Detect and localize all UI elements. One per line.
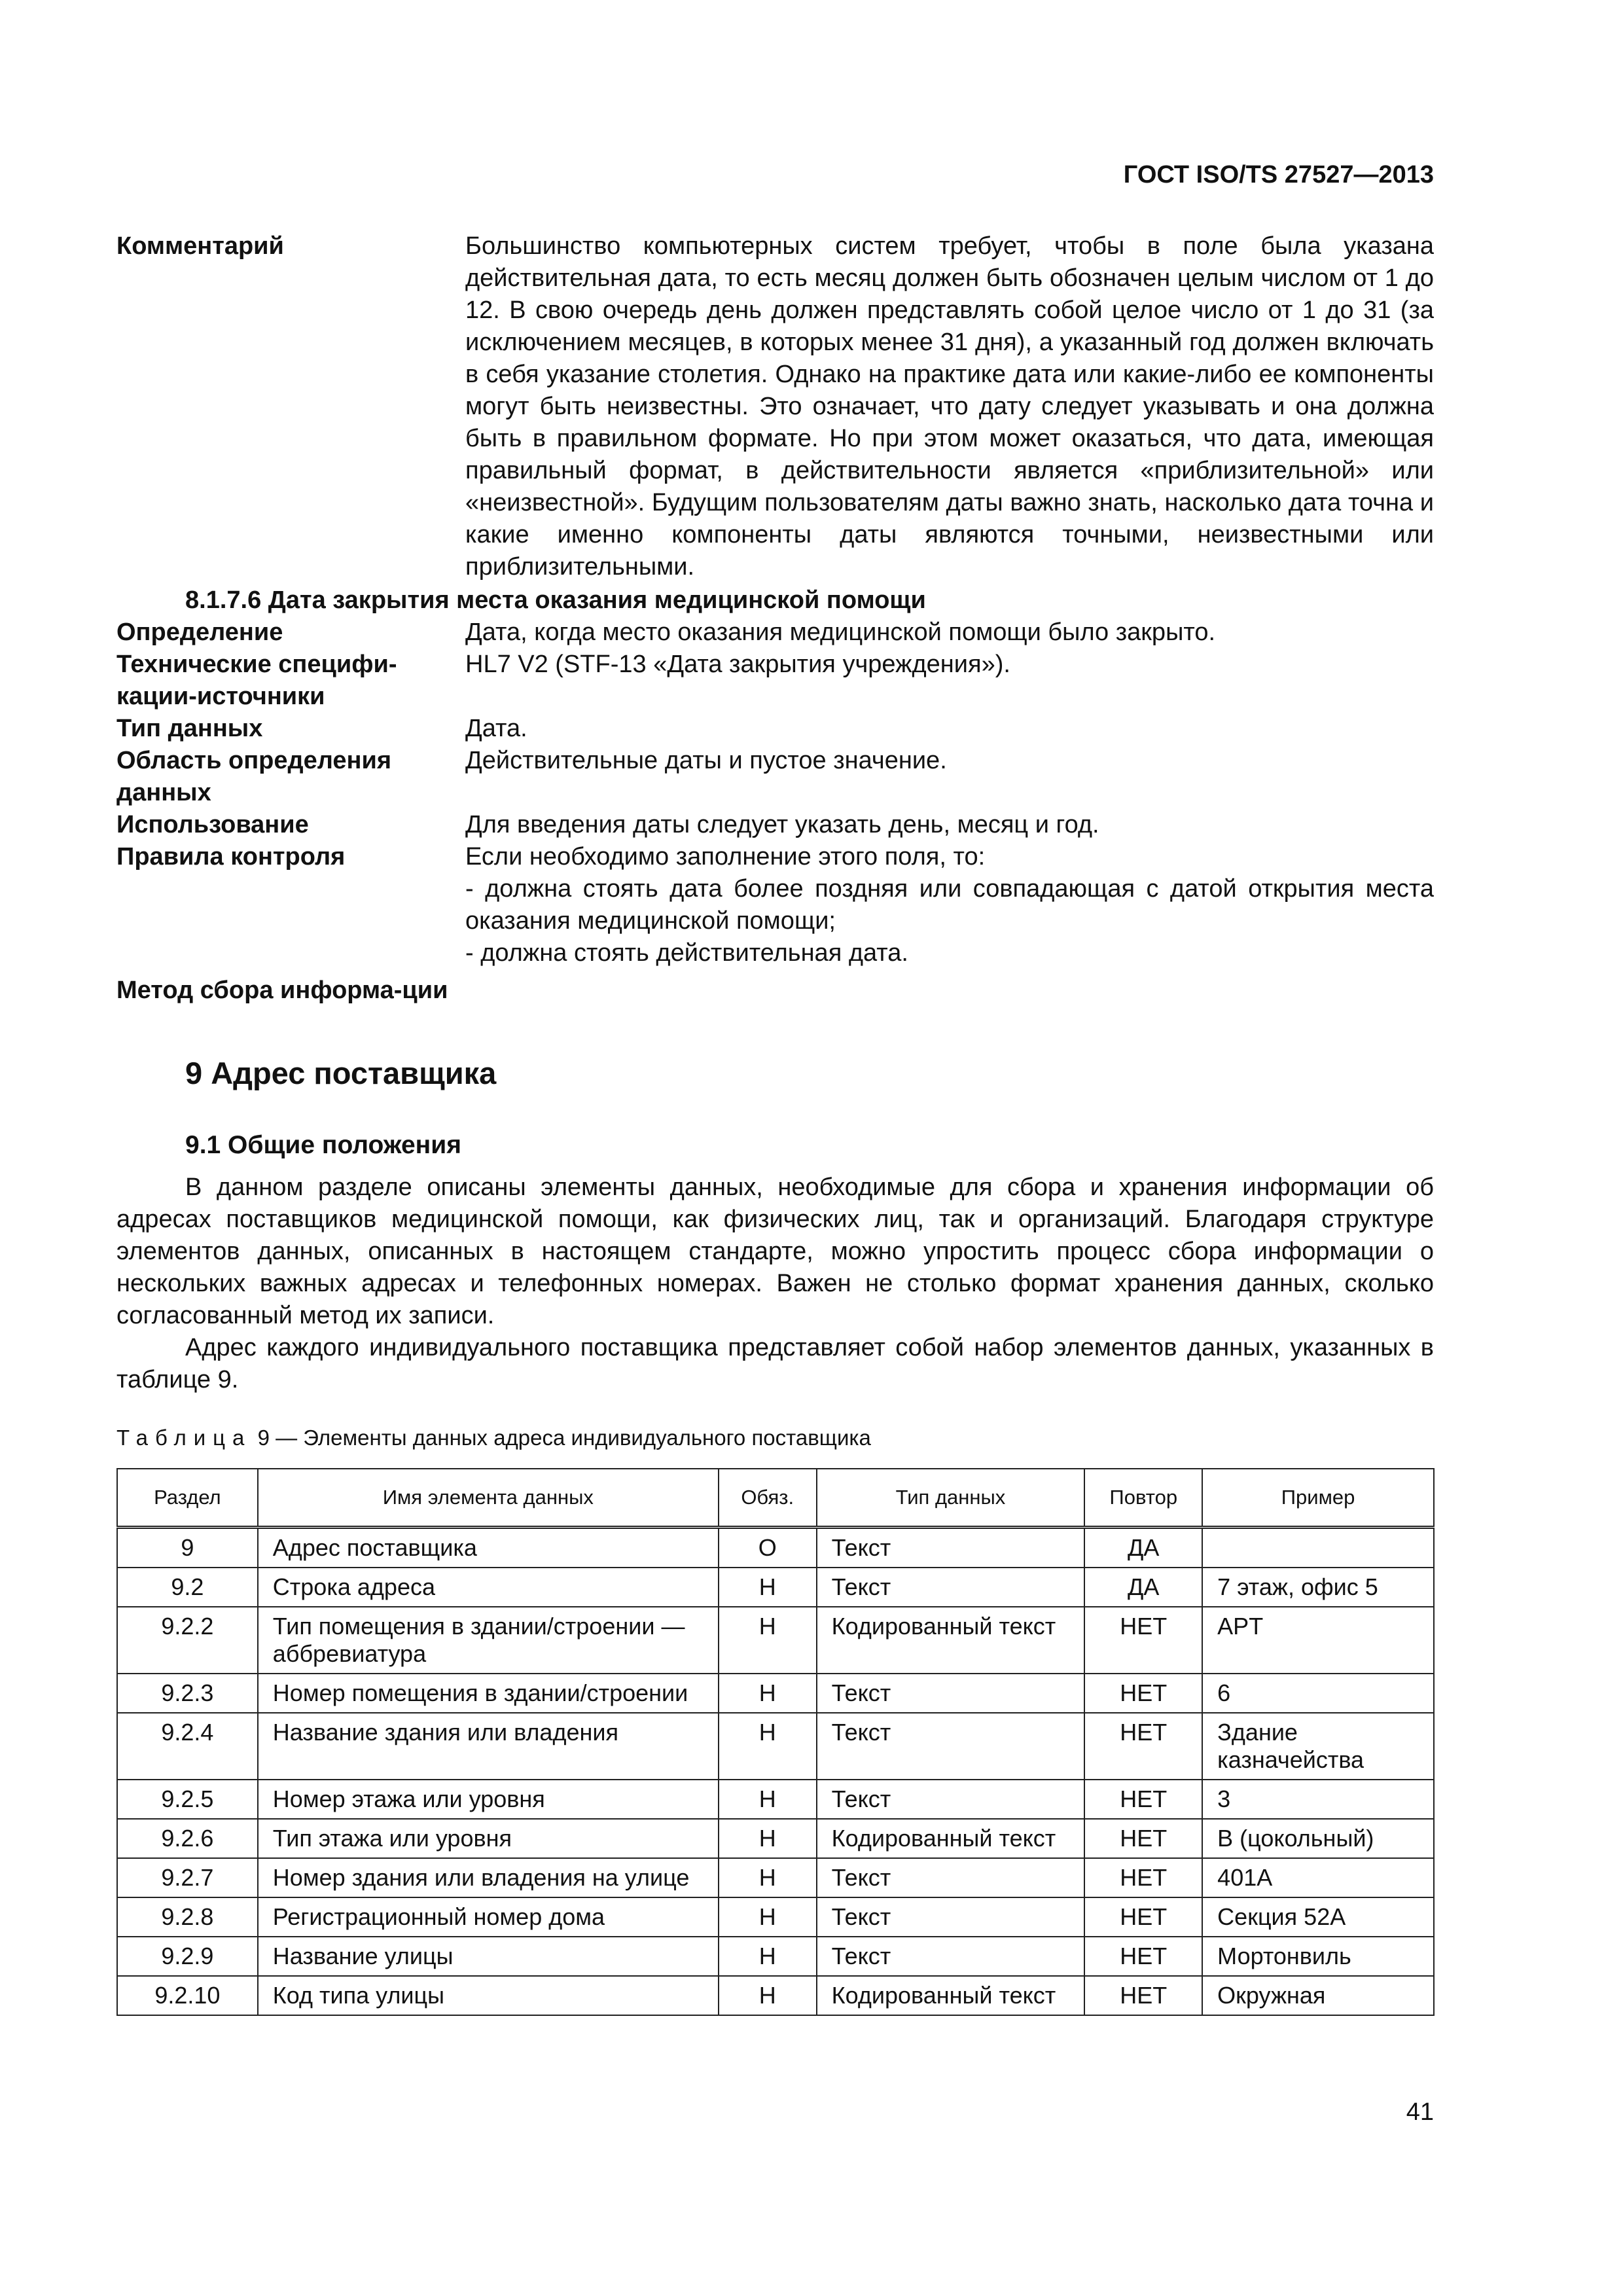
- table-cell: ДА: [1084, 1528, 1202, 1568]
- table-cell: Н: [719, 1674, 817, 1713]
- comment-text: Большинство компьютерных систем требует, чтобы в поле была указана действительная дата, то есть месяц должен быть обозначен целым числом от 1 до 12. В свою очередь день должен представлять собой целое число от 1 до 31 (за исключением месяцев, в которых менее 31 дня), а указанный год должен включать в себя указание столетия. Однако на практике дата или какие-либо ее компоненты могут быть неизвестны. Это означает, что дату следует указывать и она должна быть в правильном формате. Но при этом может оказаться, что дата, имеющая правильный формат, в действительности является «приблизительной» или «неизвестной». Будущим пользователям даты важно знать, насколько дата точна и какие именно компоненты даты являются точными, неизвестными или приблизительными.: [465, 232, 1434, 581]
- method-label: Метод сбора информа-ции: [116, 977, 448, 1004]
- table-cell: НЕТ: [1084, 1937, 1202, 1976]
- comment-label: Комментарий: [116, 232, 284, 260]
- rules-item-2: - должна стоять действительная дата.: [465, 939, 908, 967]
- table-row: [117, 1528, 1434, 1568]
- intro-paragraph: В данном разделе описаны элементы данных, необходимые для сбора и хранения информации об адресах поставщиков медицинской помощи, как физических лиц, так и организаций. Благодаря структуре элементов данных, описанных в настоящем стандарте, можно упростить процесс сбора информации о нескольких важных адресах и телефонных номерах. Важен не столько формат хранения данных, сколько согласованный метод их записи.: [116, 1174, 1434, 1329]
- table-cell: 6: [1202, 1674, 1434, 1713]
- data-elements-table: [116, 1468, 1435, 2016]
- table-cell: Здание казначейства: [1202, 1713, 1434, 1780]
- datatype-row: [116, 713, 1434, 745]
- table-cell: 9.2.7: [117, 1858, 258, 1897]
- rules-item-1: - должна стоять дата более поздняя или совпадающая с датой открытия места оказания медицинской помощи;: [465, 875, 1434, 935]
- table-cell: Н: [719, 1897, 817, 1937]
- table-row: [117, 1568, 1434, 1607]
- table-cell: НЕТ: [1084, 1713, 1202, 1780]
- table-cell: 9.2.10: [117, 1976, 258, 2015]
- table-cell: [1202, 1528, 1434, 1568]
- header-cell: Повтор: [1084, 1469, 1202, 1528]
- table-cell: 7 этаж, офис 5: [1202, 1568, 1434, 1607]
- table-cell: Н: [719, 1858, 817, 1897]
- method-value: [465, 975, 1434, 1007]
- table-cell: Номер здания или владения на улице: [258, 1858, 719, 1897]
- table-cell: 9: [117, 1528, 258, 1568]
- table-caption: [116, 1426, 871, 1450]
- table-cell: Н: [719, 1819, 817, 1858]
- tech-label: Технические специфи-кации-источники: [116, 651, 397, 710]
- table-row: [117, 1674, 1434, 1713]
- definition-value: Дата, когда место оказания медицинской помощи было закрыто.: [465, 619, 1216, 646]
- definition-label: Определение: [116, 619, 283, 646]
- table-cell: Мортонвиль: [1202, 1937, 1434, 1976]
- rules-value: [465, 841, 1434, 969]
- table-cell: Кодированный текст: [817, 1819, 1085, 1858]
- table-cell: Текст: [817, 1713, 1085, 1780]
- table-cell: НЕТ: [1084, 1780, 1202, 1819]
- page-number: 41: [1406, 2098, 1434, 2126]
- table-cell: Н: [719, 1976, 817, 2015]
- table-caption-prefix: Таблица: [116, 1426, 252, 1450]
- rules-label: Правила контроля: [116, 843, 346, 870]
- table-cell: Н: [719, 1713, 817, 1780]
- datatype-value: Дата.: [465, 715, 527, 742]
- domain-label: Область определения данных: [116, 747, 392, 806]
- table-cell: Адрес поставщика: [258, 1528, 719, 1568]
- table-cell: Текст: [817, 1897, 1085, 1937]
- table-cell: 3: [1202, 1780, 1434, 1819]
- table-cell: Н: [719, 1780, 817, 1819]
- table-cell: Текст: [817, 1937, 1085, 1976]
- table-cell: Кодированный текст: [817, 1607, 1085, 1674]
- domain-value: Действительные даты и пустое значение.: [465, 747, 947, 774]
- header-cell: Раздел: [117, 1469, 258, 1528]
- table-cell: 9.2.8: [117, 1897, 258, 1937]
- table-cell: Н: [719, 1607, 817, 1674]
- table-cell: ДА: [1084, 1568, 1202, 1607]
- table-cell: НЕТ: [1084, 1674, 1202, 1713]
- table-row: [117, 1858, 1434, 1897]
- table-cell: 9.2.5: [117, 1780, 258, 1819]
- table-cell: Тип этажа или уровня: [258, 1819, 719, 1858]
- subsection-title: 9.1 Общие положения: [185, 1131, 461, 1159]
- table-cell: Название улицы: [258, 1937, 719, 1976]
- table-cell: Регистрационный номер дома: [258, 1897, 719, 1937]
- definition-row: [116, 617, 1434, 649]
- table-cell: Н: [719, 1568, 817, 1607]
- table-cell: B (цокольный): [1202, 1819, 1434, 1858]
- table-row: [117, 1897, 1434, 1937]
- table-cell: НЕТ: [1084, 1976, 1202, 2015]
- table-cell: Текст: [817, 1568, 1085, 1607]
- table-row: [117, 1819, 1434, 1858]
- tech-row: [116, 649, 1434, 713]
- table-header-row: [117, 1469, 1434, 1528]
- table-cell: Код типа улицы: [258, 1976, 719, 2015]
- table-cell: Номер помещения в здании/строении: [258, 1674, 719, 1713]
- table-cell: НЕТ: [1084, 1858, 1202, 1897]
- table-cell: 9.2: [117, 1568, 258, 1607]
- section-title: 9 Адрес поставщика: [185, 1056, 497, 1090]
- rules-row: [116, 841, 1434, 969]
- table-row: [117, 1780, 1434, 1819]
- table-reference-paragraph: Адрес каждого индивидуального поставщика представляет собой набор элементов данных, указанных в таблице 9.: [116, 1334, 1434, 1393]
- table-cell: Тип помещения в здании/строении — аббревиатура: [258, 1607, 719, 1674]
- table-cell: 9.2.4: [117, 1713, 258, 1780]
- table-row: [117, 1976, 1434, 2015]
- method-row: [116, 975, 1434, 1007]
- table-cell: Окружная: [1202, 1976, 1434, 2015]
- header-cell: Имя элемента данных: [258, 1469, 719, 1528]
- table-cell: Текст: [817, 1528, 1085, 1568]
- header-cell: Обяз.: [719, 1469, 817, 1528]
- table-cell: Текст: [817, 1780, 1085, 1819]
- usage-row: [116, 809, 1434, 841]
- table-cell: 9.2.2: [117, 1607, 258, 1674]
- usage-label: Использование: [116, 811, 309, 838]
- table-caption-text: 9 — Элементы данных адреса индивидуального поставщика: [257, 1426, 871, 1450]
- table-cell: Текст: [817, 1674, 1085, 1713]
- table-cell: НЕТ: [1084, 1819, 1202, 1858]
- table-cell: НЕТ: [1084, 1897, 1202, 1937]
- table-cell: Кодированный текст: [817, 1976, 1085, 2015]
- table-cell: Секция 52A: [1202, 1897, 1434, 1937]
- usage-value: Для введения даты следует указать день, месяц и год.: [465, 811, 1099, 838]
- header-cell: Пример: [1202, 1469, 1434, 1528]
- table-cell: Строка адреса: [258, 1568, 719, 1607]
- table-cell: О: [719, 1528, 817, 1568]
- comment-row: [116, 230, 1434, 583]
- tech-value: HL7 V2 (STF-13 «Дата закрытия учреждения»).: [465, 651, 1010, 678]
- document-header: ГОСТ ISO/TS 27527—2013: [1123, 161, 1434, 188]
- table-cell: 9.2.3: [117, 1674, 258, 1713]
- header-cell: Тип данных: [817, 1469, 1085, 1528]
- table-cell: 9.2.9: [117, 1937, 258, 1976]
- subsection-heading: 8.1.7.6 Дата закрытия места оказания медицинской помощи: [185, 586, 926, 614]
- table-cell: Н: [719, 1937, 817, 1976]
- table-cell: Название здания или владения: [258, 1713, 719, 1780]
- table-row: [117, 1713, 1434, 1780]
- rules-intro: Если необходимо заполнение этого поля, то:: [465, 843, 986, 870]
- field-definitions: [116, 230, 1434, 1007]
- table-cell: 9.2.6: [117, 1819, 258, 1858]
- table-cell: 401A: [1202, 1858, 1434, 1897]
- table-row: [117, 1607, 1434, 1674]
- table-cell: Номер этажа или уровня: [258, 1780, 719, 1819]
- domain-row: [116, 745, 1434, 809]
- table-cell: APT: [1202, 1607, 1434, 1674]
- table-row: [117, 1937, 1434, 1976]
- table-cell: НЕТ: [1084, 1607, 1202, 1674]
- datatype-label: Тип данных: [116, 715, 263, 742]
- table-cell: Текст: [817, 1858, 1085, 1897]
